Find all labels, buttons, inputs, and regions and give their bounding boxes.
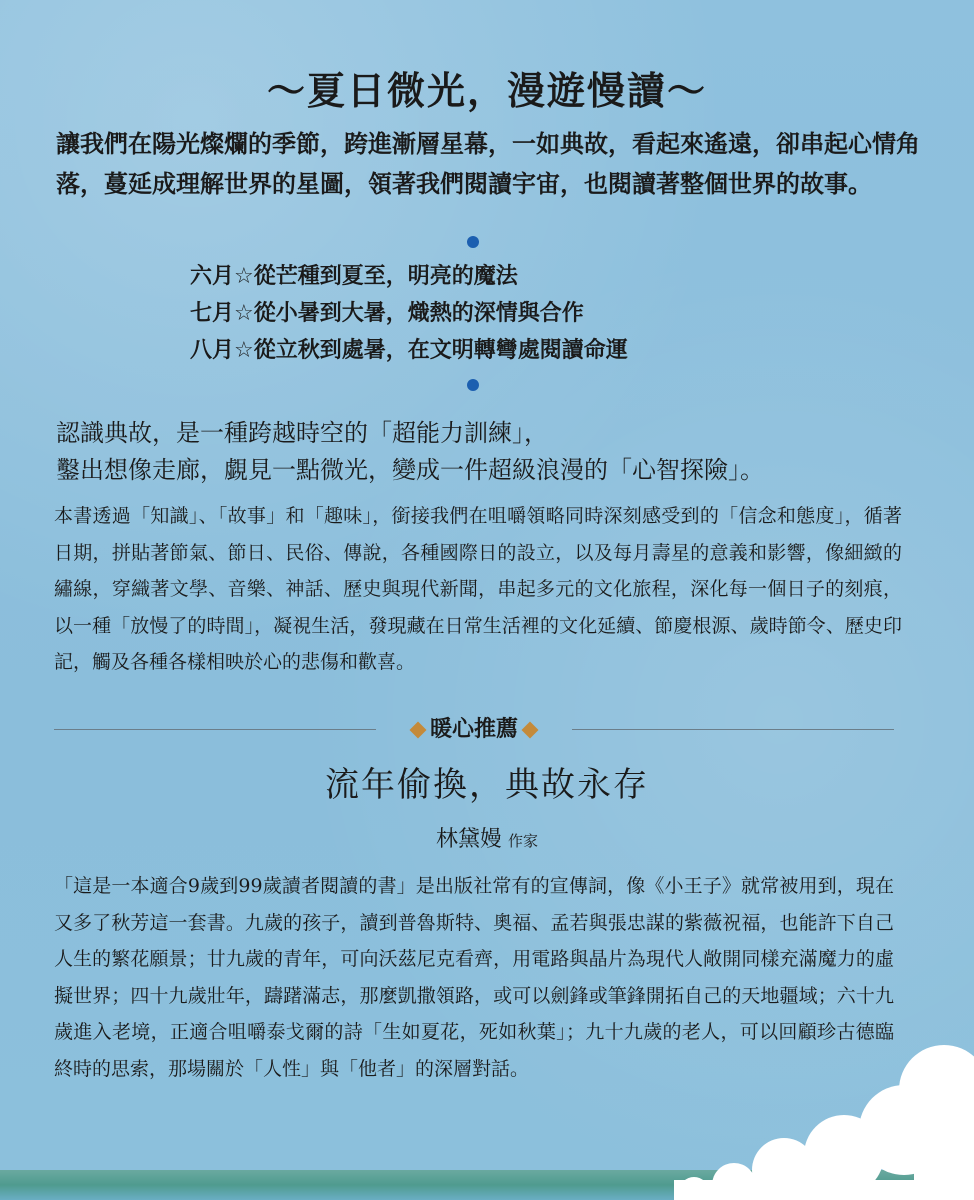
recommendation-paragraph: 「這是一本適合9歲到99歲讀者閱讀的書」是出版社常有的宣傳詞，像《小王子》就常被用到，現在又多了秋芳這一套書。九歲的孩子，讀到普魯斯特、奧福、孟若與張忠謀的紫薇祝福，也能許下自己人生的繁花願景；廿九歲的青年，可向沃茲尼克看齊，用電路與晶片為現代人敞開同樣充滿魔力的虛擬世界；四十九歲壯年，躊躇滿志，那麼凱撒領路，或可以劍鋒或筆鋒開拓自己的天地疆域；六十九歲進入老境，正適合咀嚼泰戈爾的詩「生如夏花，死如秋葉」；九十九歲的老人，可以回顧珍古德臨終時的思索，那場關於「人性」與「他者」的深層對話。: [54, 875, 894, 1080]
month-item-august: 八月☆從立秋到處暑，在文明轉彎處閱讀命運: [190, 338, 628, 363]
intro-paragraph: 讓我們在陽光燦爛的季節，跨進漸層星幕，一如典故，看起來遙遠，卻串起心情角落，蔓延成理解世界的星圖，領著我們閱讀宇宙，也閱讀著整個世界的故事。: [56, 129, 920, 198]
divider-line-left: [54, 729, 376, 730]
cloud-icon: [614, 1020, 974, 1200]
diamond-icon: [522, 722, 539, 739]
month-item-june: 六月☆從芒種到夏至，明亮的魔法: [190, 264, 518, 289]
author-role: 作家: [508, 832, 539, 850]
description-paragraph: 本書透過「知識」、「故事」和「趣味」，銜接我們在咀嚼領略同時深刻感受到的「信念和態度」，循著日期，拼貼著節氣、節日、民俗、傳說，各種國際日的設立，以及每月壽星的意義和影響，像細緻的繡線，穿織著文學、音樂、神話、歷史與現代新聞，串起多元的文化旅程，深化每一個日子的刻痕，以一種「放慢了的時間」，凝視生活，發現藏在日常生活裡的文化延續、節慶根源、歲時節令、歷史印記，觸及各種各樣相映於心的悲傷和歡喜。: [54, 505, 902, 673]
author-name: 林黛嫚: [435, 827, 502, 852]
highlight-paragraph: [56, 415, 920, 489]
blue-dot-icon: [467, 236, 479, 248]
blue-dot-icon: [467, 379, 479, 391]
divider-line-right: [572, 729, 894, 730]
diamond-icon: [409, 722, 426, 739]
month-list: [190, 258, 890, 369]
page-title: 〜夏日微光，漫遊慢讀〜: [266, 68, 707, 113]
section-heading: [384, 712, 564, 748]
section-label: 暖心推薦: [429, 717, 518, 742]
highlight-line-2: 鑿出想像走廊，覷見一點微光，變成一件超級浪漫的「心智探險」。: [56, 456, 764, 484]
highlight-line-1: 認識典故，是一種跨越時空的「超能力訓練」，: [56, 419, 548, 447]
month-item-july: 七月☆從小暑到大暑，熾熱的深情與合作: [190, 301, 584, 326]
recommendation-author: [0, 822, 974, 853]
section-divider: [54, 712, 894, 748]
recommendation-title: 流年偷換，典故永存: [325, 765, 649, 805]
